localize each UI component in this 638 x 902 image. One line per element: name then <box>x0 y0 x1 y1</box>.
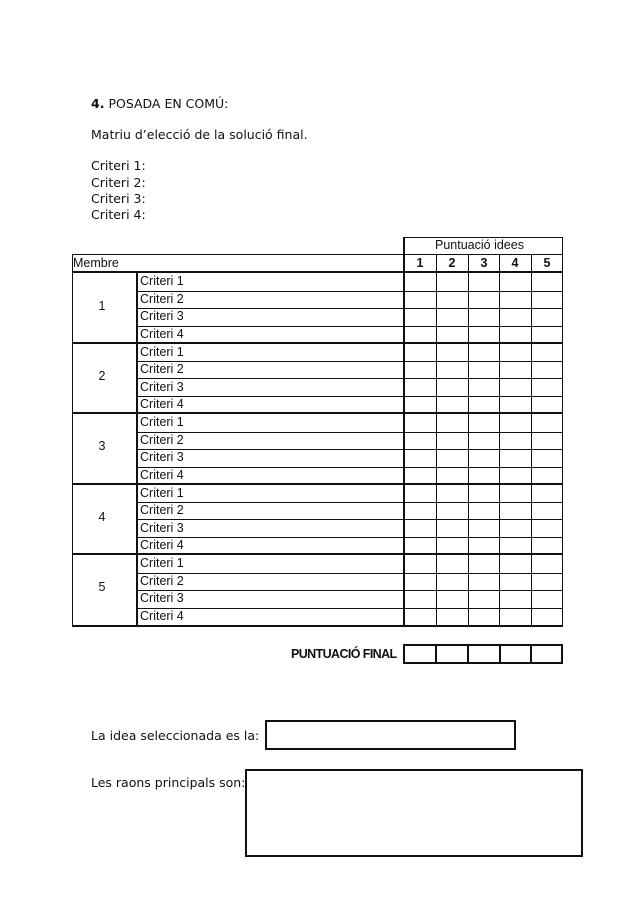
member-1-criterion-3: Criteri 3 <box>140 309 184 323</box>
final-score-label: PUNTUACIÓ FINAL <box>291 647 397 661</box>
member-2-criterion-3: Criteri 3 <box>140 380 184 394</box>
idea-column-header-2: 2 <box>448 256 456 270</box>
grid-line <box>562 237 563 627</box>
member-2-label: 2 <box>98 369 106 383</box>
idea-column-header-4: 4 <box>511 256 519 270</box>
grid-line <box>531 254 532 627</box>
member-column-header: Membre <box>73 256 119 270</box>
member-1-criterion-4: Criteri 4 <box>140 327 184 341</box>
member-3-criterion-4: Criteri 4 <box>140 468 184 482</box>
grid-line <box>72 625 563 627</box>
member-3-criterion-2: Criteri 2 <box>140 433 184 447</box>
section-number: 4. <box>91 96 105 111</box>
selected-idea-field[interactable] <box>265 720 516 750</box>
grid-line <box>436 254 437 627</box>
idea-column-header-5: 5 <box>543 256 551 270</box>
member-1-criterion-2: Criteri 2 <box>140 292 184 306</box>
grid-line <box>72 483 563 485</box>
member-3-label: 3 <box>98 439 106 453</box>
member-5-criterion-1: Criteri 1 <box>140 556 184 570</box>
grid-line <box>499 254 500 627</box>
grid-line <box>403 237 563 238</box>
grid-line <box>72 254 73 627</box>
grid-line <box>72 271 563 273</box>
member-2-criterion-4: Criteri 4 <box>140 397 184 411</box>
member-1-label: 1 <box>98 299 106 313</box>
member-4-criterion-1: Criteri 1 <box>140 486 184 500</box>
member-5-label: 5 <box>98 580 106 594</box>
member-1-criterion-1: Criteri 1 <box>140 274 184 288</box>
section-heading <box>91 96 228 111</box>
grid-line <box>72 412 563 414</box>
final-score-field-1[interactable] <box>403 644 437 664</box>
section-title: POSADA EN COMÚ: <box>108 96 229 111</box>
member-4-criterion-2: Criteri 2 <box>140 503 184 517</box>
member-4-criterion-3: Criteri 3 <box>140 521 184 535</box>
final-score-field-5[interactable] <box>530 644 563 664</box>
grid-line <box>72 254 563 255</box>
final-score-field-2[interactable] <box>435 644 469 664</box>
grid-line <box>72 553 563 555</box>
member-4-criterion-4: Criteri 4 <box>140 538 184 552</box>
reasons-label: Les raons principals son: <box>91 775 246 790</box>
member-2-criterion-2: Criteri 2 <box>140 362 184 376</box>
criteria-line-3: Criteri 3: <box>91 191 146 206</box>
grid-line <box>72 342 563 344</box>
final-score-field-4[interactable] <box>499 644 532 664</box>
idea-column-header-3: 3 <box>480 256 488 270</box>
grid-line <box>403 237 405 627</box>
grid-line <box>136 271 138 627</box>
member-3-criterion-3: Criteri 3 <box>140 450 184 464</box>
selected-idea-label: La idea seleccionada es la: <box>91 728 260 743</box>
member-5-criterion-3: Criteri 3 <box>140 591 184 605</box>
member-3-criterion-1: Criteri 1 <box>140 415 184 429</box>
member-2-criterion-1: Criteri 1 <box>140 345 184 359</box>
grid-line <box>468 254 469 627</box>
criteria-line-2: Criteri 2: <box>91 175 146 190</box>
member-4-label: 4 <box>98 510 106 524</box>
reasons-field[interactable] <box>245 769 583 857</box>
idea-column-header-1: 1 <box>416 256 424 270</box>
criteria-line-1: Criteri 1: <box>91 158 146 173</box>
section-subtitle: Matriu d’elecció de la solució final. <box>91 127 308 142</box>
member-5-criterion-4: Criteri 4 <box>140 609 184 623</box>
score-group-header: Puntuació idees <box>435 238 524 252</box>
member-5-criterion-2: Criteri 2 <box>140 574 184 588</box>
final-score-field-3[interactable] <box>467 644 501 664</box>
criteria-line-4: Criteri 4: <box>91 207 146 222</box>
